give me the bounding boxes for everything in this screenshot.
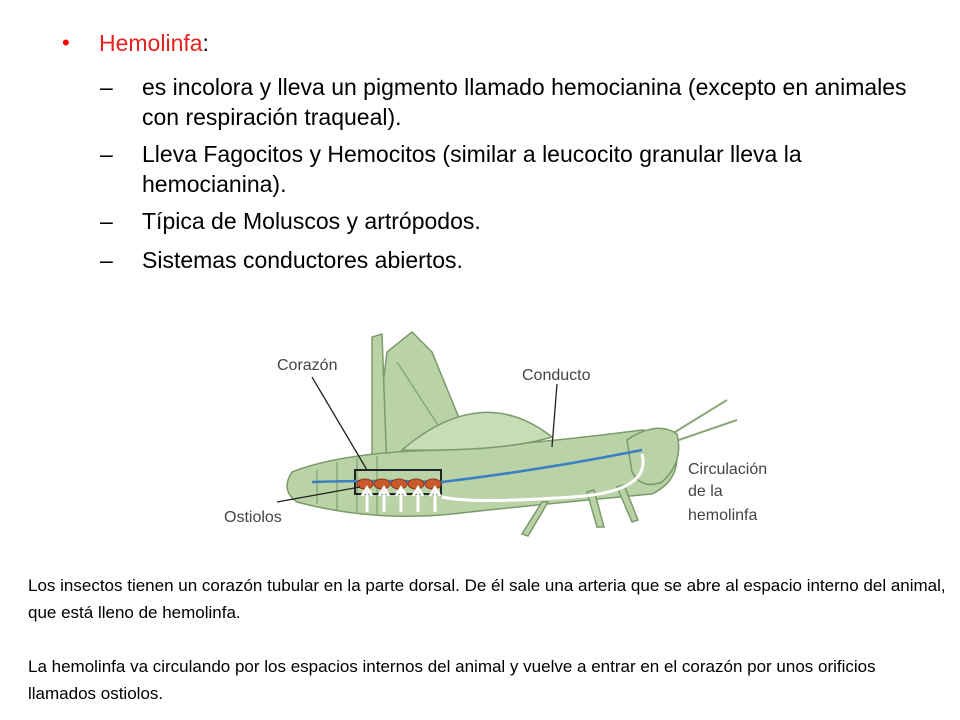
bullet-icon: • [62,30,70,55]
label-ostioles: Ostiolos [224,509,282,526]
heading-colon: : [202,30,209,56]
subpoint-text: Lleva Fagocitos y Hemocitos (similar a leucocito granular lleva la hemocianina). [142,141,802,197]
label-circulation-3: hemolinfa [688,507,758,524]
label-duct: Conducto [522,367,591,384]
dash-icon: – [100,208,113,234]
caption-paragraph-2: La hemolinfa va circulando por los espacios internos del animal y vuelve a entrar en el corazón por unos orificios llamados ostiolos. [28,657,876,703]
heading-term: Hemolinfa [99,30,203,56]
dash-icon: – [100,247,113,273]
label-circulation-2: de la [688,483,723,500]
subpoint-text: Sistemas conductores abiertos. [142,247,463,273]
grasshopper-diagram [222,322,822,544]
ostioles [357,479,441,489]
label-heart: Corazón [277,357,338,374]
grasshopper-body [287,332,737,536]
subpoint-text: es incolora y lleva un pigmento llamado hemocianina (excepto en animales con respiración traqueal). [142,74,907,130]
dash-icon: – [100,141,113,167]
caption [28,572,948,707]
label-circulation-1: Circulación [688,461,768,478]
subpoint-text: Típica de Moluscos y artrópodos. [142,208,481,234]
caption-paragraph-1: Los insectos tienen un corazón tubular en la parte dorsal. De él sale una arteria que se abre al espacio interno del animal, que está lleno de hemolinfa. [28,576,946,622]
dash-icon: – [100,74,113,100]
heading-label [99,28,209,58]
